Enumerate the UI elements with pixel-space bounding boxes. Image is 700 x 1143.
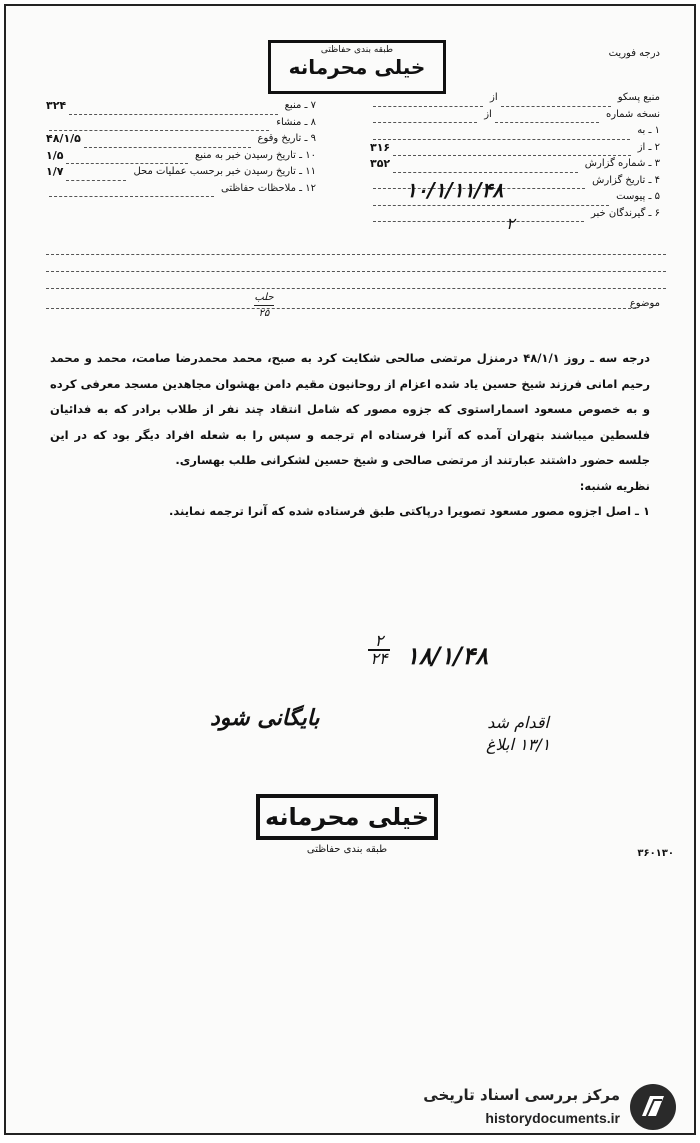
urgency-label: درجه فوریت (608, 48, 660, 59)
field-row (370, 206, 660, 223)
document-code: ۳۶۰۱۳۰ (637, 848, 674, 859)
field-row (370, 107, 660, 124)
signature-line-2: ۱۳/۱ ابلاغ (486, 735, 551, 754)
document-page (4, 4, 696, 1135)
field-label: ۳ ـ شماره گزارش (584, 158, 660, 169)
field-filler: از (490, 92, 498, 103)
footer-title: مرکز بررسی اسناد تاریخی (423, 1086, 620, 1104)
fraction-bottom: ۲۴ (370, 649, 388, 668)
field-value: ۳۲۴ (46, 99, 67, 112)
header-fields-right (370, 90, 660, 222)
field-label: ۶ ـ گیرندگان خبر (590, 207, 660, 219)
field-row (46, 148, 316, 165)
field-label: ۲ ـ از (637, 141, 660, 153)
field-label: ۹ ـ تاریخ وقوع (257, 133, 316, 144)
field-row (46, 181, 316, 198)
field-value: ۱/۷ (46, 165, 64, 178)
footer-url: historydocuments.ir (485, 1110, 620, 1126)
field-row (46, 115, 316, 132)
handwritten-fraction (368, 631, 390, 668)
field-label: ۱۱ ـ تاریخ رسیدن خبر برحسب عملیات محل (133, 166, 316, 177)
field-label: نسخه شماره (606, 108, 660, 120)
conclusion-title: نظریه شنبه: (579, 478, 650, 493)
archive-logo-icon (628, 1082, 678, 1132)
field-label: ۵ ـ پیوست (616, 191, 660, 202)
stamp-bottom-subtitle: طبقه بندی حفاظتی (306, 844, 388, 855)
field-row (370, 140, 660, 157)
classification-stamp-bottom: خیلی محرمانه (256, 794, 438, 840)
field-label: ۸ ـ منشاء (276, 116, 316, 128)
field-label: ۴ ـ تاریخ گزارش (592, 174, 660, 186)
field-value: ۱/۵ (46, 148, 64, 162)
fraction-top: ۲ (374, 631, 384, 650)
handwritten-archive-note: بایگانی شود (210, 706, 320, 731)
field-filler: از (484, 108, 492, 120)
field-label: ۱۲ ـ ملاحظات حفاظتی (221, 182, 316, 194)
handwritten-report-date: ۱۰/۱/۱۱/۴۸ (406, 178, 504, 202)
field-row (46, 98, 316, 115)
stamp-top-subtitle: طبقه بندی حفاظتی (320, 45, 394, 55)
subject-label: موضوع (629, 298, 660, 309)
handwritten-ref-mark: ۲ (506, 214, 515, 233)
classification-stamp-top (268, 40, 446, 94)
margin-note-bottom: ۲۵ (258, 308, 270, 319)
subject-ruled-line (46, 308, 636, 309)
field-value: ۴۸/۱/۵ (46, 132, 81, 145)
field-label: ۷ ـ منبع (284, 100, 316, 111)
field-label: ۱ ـ به (637, 125, 660, 136)
margin-note-top: حلب (254, 292, 274, 303)
field-row (46, 131, 316, 148)
margin-note (254, 292, 274, 319)
report-body (50, 346, 650, 525)
conclusion-text: ۱ ـ اصل اجزوه مصور مسعود تصویرا درپاکتی طبق فرستاده شده که آنرا ترجمه نمایند. (169, 504, 650, 518)
watermark-footer (384, 1080, 684, 1134)
report-paragraph: درجه سه ـ روز ۴۸/۱/۱ درمنزل مرتضی صالحی شکایت کرد به صبح، محمد محمدرضا صامت، محمد و محمد رحیم امانی فرزند شیخ حسین یاد شده اعزام از روحانیون مقیم دامن بهشوان مجاهدین مسجد معرفی کرده و به خصوص مسعود اسماراستوی که جزوه مصور که شامل انتقاد چند نفر از طلاب برادر که به فدائیان فلسطین میباشند بتهران آمده که آنرا فرستاده ام ترجمه و سپس را به شعله افراد دیگر بود که در این جلسه حضور داشتند عبارتند از مرتضی صالحی و شیخ حسین لشکرانی طلب بهساری. (50, 351, 651, 467)
stamp-top-title: خیلی محرمانه (288, 55, 426, 79)
field-row (370, 156, 660, 173)
field-row (370, 123, 660, 140)
field-value: ۳۱۶ (370, 140, 391, 154)
field-label: ۱۰ ـ تاریخ رسیدن خبر به منبع (194, 149, 316, 161)
handwritten-signature-note (486, 712, 550, 756)
blank-ruled-lines (46, 238, 666, 289)
field-label: منبع پسکو (617, 92, 660, 103)
field-value: ۳۵۲ (370, 157, 391, 170)
field-row (46, 164, 316, 181)
header-fields-left (46, 98, 316, 197)
signature-line-1: اقدام شد (487, 713, 549, 732)
field-row (370, 90, 660, 107)
handwritten-sign-date: ۱۸/۱/۴۸ (406, 642, 488, 670)
